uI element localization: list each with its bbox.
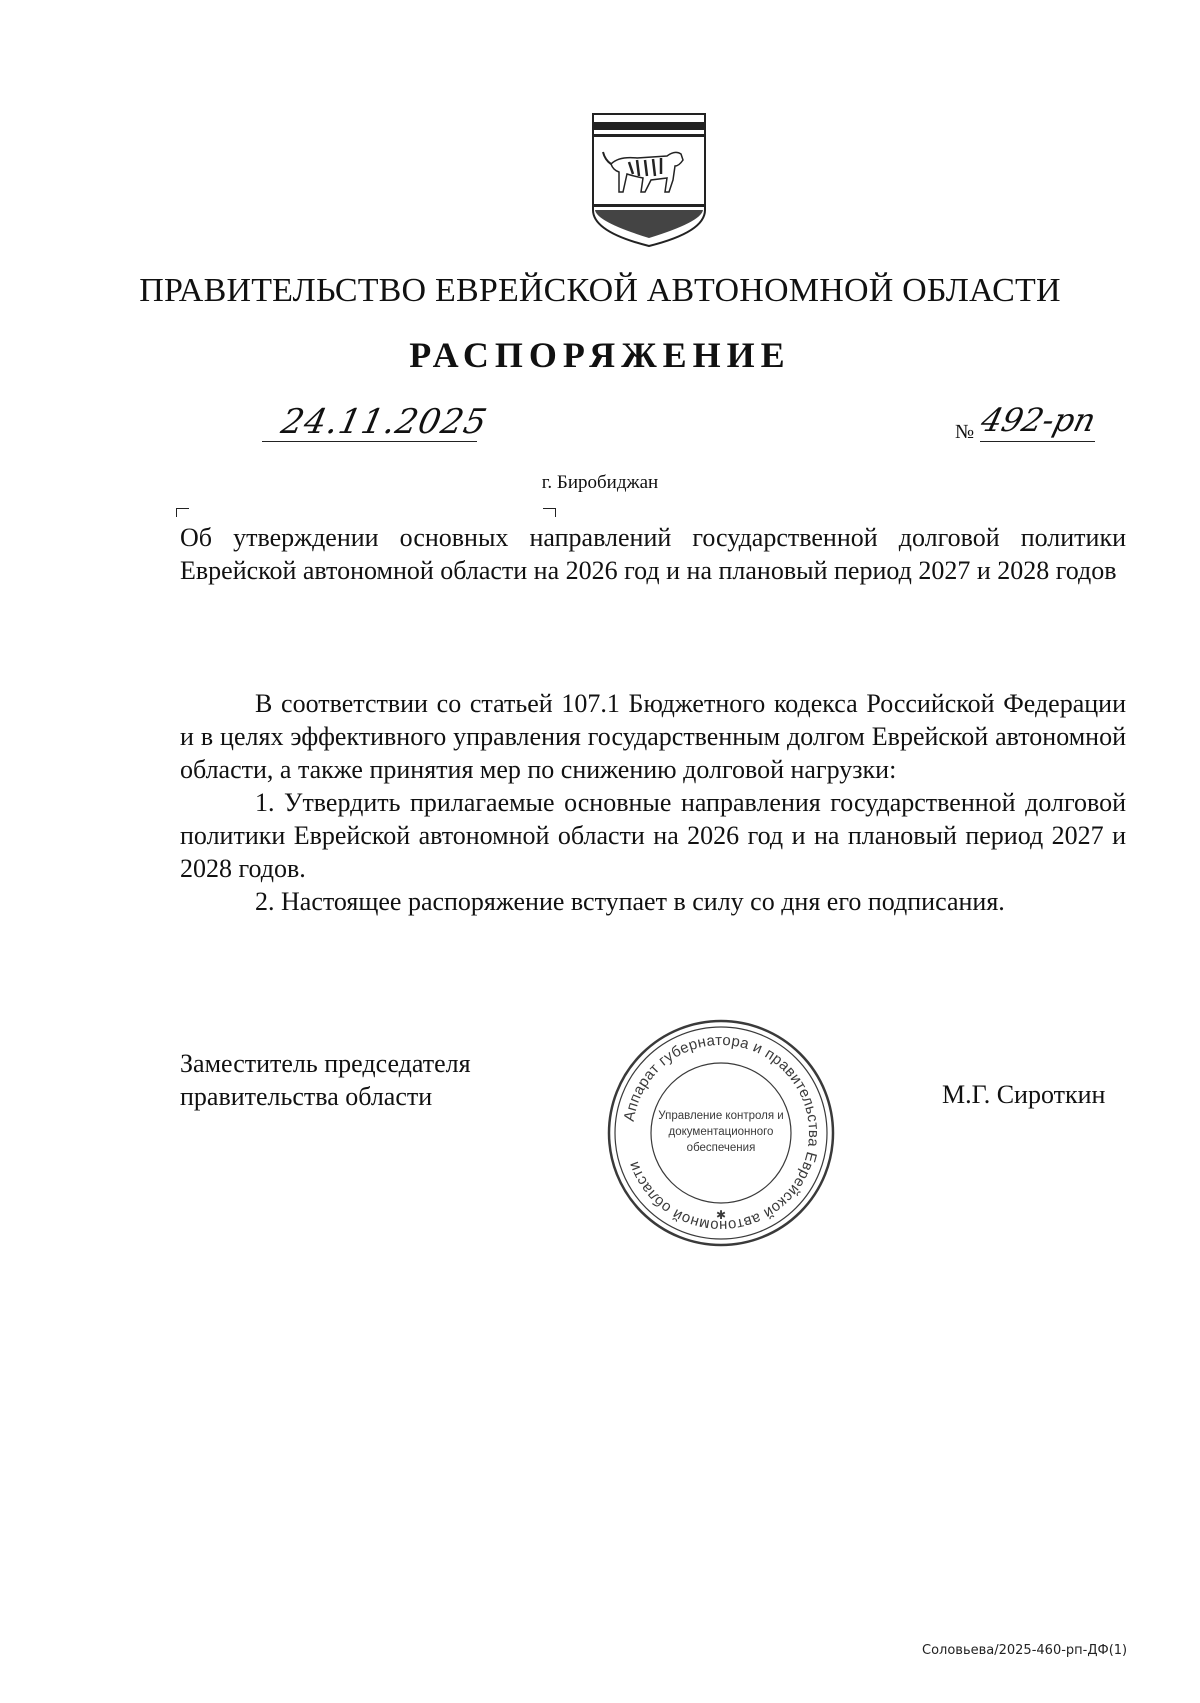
signer-position-line1: Заместитель председателя (180, 1049, 471, 1078)
seal-center-line2: документационного (668, 1126, 774, 1138)
signer-name: М.Г. Сироткин (942, 1080, 1106, 1109)
handwritten-date: 24.11.2025 (277, 402, 491, 442)
number-underline (980, 441, 1095, 442)
city-line: г. Биробиджан (541, 472, 659, 493)
footer-reference: Соловьева/2025-460-рп-ДФ(1) (922, 1643, 1128, 1658)
document-subject: Об утверждении основных направлений государственной долговой политики Еврейской автономной области на 2026 год и на плановый период 2027 и 2028 годов (180, 523, 1126, 585)
preamble-paragraph: В соответствии со статьей 107.1 Бюджетного кодекса Российской Федерации и в целях эффективного управления государственным долгом Еврейской автономной области, а также принятия мер по снижению долговой нагрузки: (180, 689, 1126, 784)
seal-center-line1: Управление контроля и (658, 1110, 784, 1122)
official-seal-stamp (603, 1015, 839, 1251)
number-label: № (955, 421, 975, 443)
subject-bracket-left (176, 508, 189, 517)
subject-bracket-right (543, 508, 556, 517)
item-2-paragraph: 2. Настоящее распоряжение вступает в силу со дня его подписания. (255, 887, 1005, 916)
document-body (180, 687, 1126, 918)
coat-of-arms-emblem (589, 110, 709, 250)
handwritten-number: 492-рп (977, 401, 1100, 439)
date-underline (262, 441, 477, 442)
signer-position (180, 1047, 471, 1113)
seal-ring-text: Аппарат губернатора и правительства Еврейской автономной области (620, 1031, 823, 1235)
document-type-heading: РАСПОРЯЖЕНИЕ (409, 335, 791, 375)
government-title: ПРАВИТЕЛЬСТВО ЕВРЕЙСКОЙ АВТОНОМНОЙ ОБЛАСТИ (139, 272, 1061, 309)
seal-center-line3: обеспечения (686, 1142, 756, 1154)
seal-star-icon: ✱ (715, 1208, 727, 1222)
item-1-paragraph: 1. Утвердить прилагаемые основные направления государственной долговой политики Еврейской автономной области на 2026 год и на плановый период 2027 и 2028 годов. (180, 788, 1126, 883)
signer-position-line2: правительства области (180, 1082, 433, 1111)
